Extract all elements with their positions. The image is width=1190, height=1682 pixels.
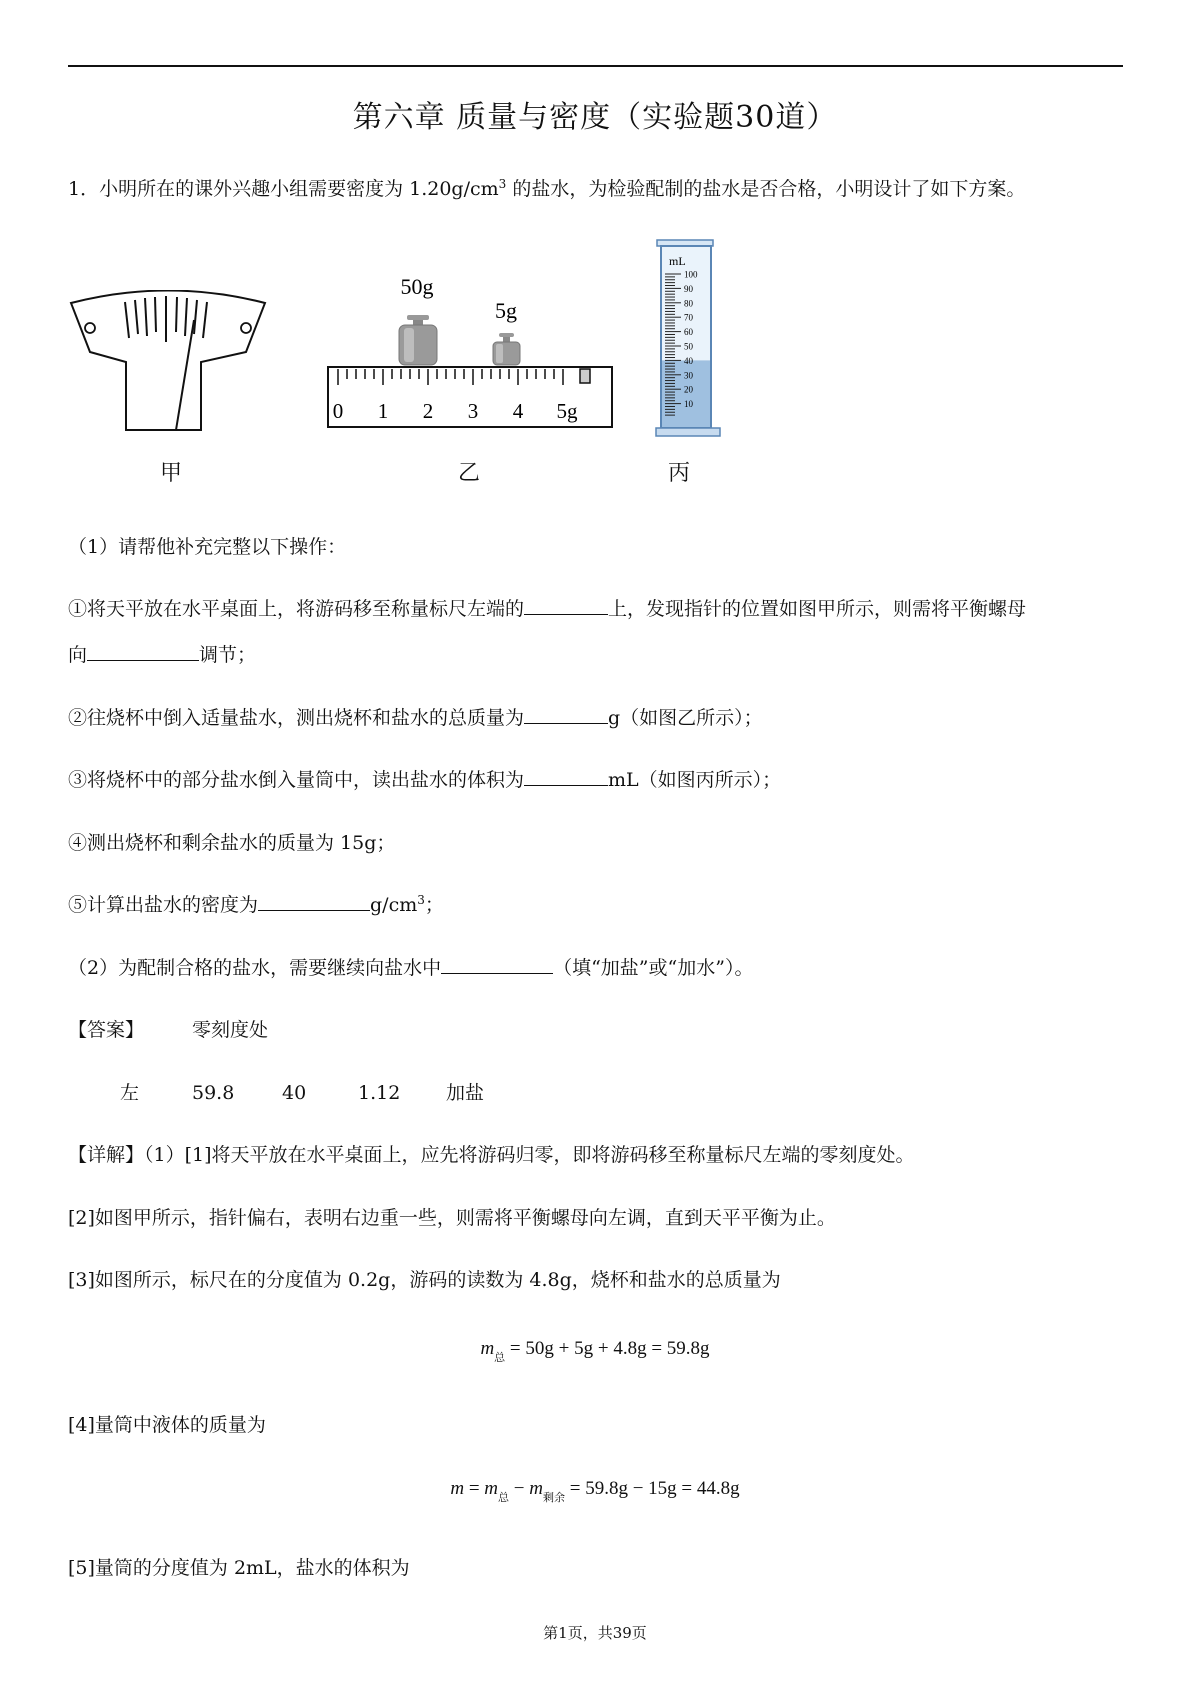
detail-5: [5]量筒的分度值为 2mL，盐水的体积为	[68, 1557, 410, 1579]
answer-4: 40	[282, 1082, 307, 1104]
cylinder-mark-label: 20	[684, 384, 693, 395]
answer-6: 加盐	[446, 1082, 485, 1104]
cylinder-mark-label: 100	[684, 269, 698, 280]
part2: （2）为配制合格的盐水，需要继续向盐水中 （填“加盐”或“加水”）。	[68, 957, 754, 979]
rider-icon	[580, 369, 590, 383]
page-footer: 第1页，共39页	[543, 1624, 647, 1642]
scale-tick-label: 4	[512, 399, 524, 423]
part1-intro: （1）请帮他补充完整以下操作：	[68, 536, 347, 558]
figure-yi-label: 乙	[458, 461, 481, 486]
detail-2: [2]如图甲所示，指针偏右，表明右边重一些，则需将平衡螺母向左调，直到天平平衡为止。	[68, 1207, 836, 1229]
answer-2: 左	[120, 1082, 140, 1104]
scale-tick-label: 3	[467, 399, 479, 423]
step-3: ③将烧杯中的部分盐水倒入量筒中，读出盐水的体积为 mL（如图丙所示）；	[68, 769, 782, 791]
cylinder-mark-label: 90	[684, 283, 693, 294]
step-4: ④测出烧杯和剩余盐水的质量为 15g；	[68, 832, 396, 854]
cylinder-mark-label: 60	[684, 327, 693, 338]
weight-50g-icon	[399, 315, 437, 365]
scale-tick-label: 5g	[556, 399, 578, 423]
step-1-line-1: ①将天平放在水平桌面上，将游码移至称量标尺左端的 上，发现指针的位置如图甲所示，则需将平衡螺母	[68, 598, 1027, 620]
cylinder-mark-label: 70	[684, 312, 693, 323]
cylinder-mark-label: 10	[684, 399, 693, 410]
formula-total-mass: $m_总 = 50g + 5g + 4.8g = 59.8g$	[480, 1338, 710, 1364]
cylinder-mark-label: 50	[684, 341, 693, 352]
figure-jia-balance-pointer	[68, 290, 273, 435]
detail-3: [3]如图所示，标尺在的分度值为 0.2g，游码的读数为 4.8g，烧杯和盐水的总质量为	[68, 1269, 781, 1291]
cylinder-mark-label: 80	[684, 298, 693, 309]
answer-1: 零刻度处	[192, 1019, 269, 1041]
cylinder-mark-label: 30	[684, 370, 693, 381]
answer-5: 1.12	[358, 1082, 401, 1104]
weight-5g-icon	[493, 333, 520, 365]
detail-1: 【详解】（1）[1]将天平放在水平桌面上，应先将游码归零，即将游码移至称量标尺左端的零刻度处。	[68, 1144, 915, 1166]
figure-yi-scale-and-weights	[320, 270, 620, 435]
answer-line-1	[68, 1015, 268, 1042]
step-2: ②往烧杯中倒入适量盐水，测出烧杯和盐水的总质量为 g（如图乙所示）；	[68, 707, 763, 729]
cylinder-mark-label: 40	[684, 355, 693, 366]
answer-blank[interactable]	[441, 955, 553, 974]
scale-tick-label: 2	[422, 399, 434, 423]
figure-bing-measuring-cylinder	[655, 238, 730, 443]
answer-blank[interactable]	[524, 596, 608, 615]
weight-50g-label: 50g	[400, 274, 434, 299]
question-1-stem: 1．小明所在的课外兴趣小组需要密度为 $1.20g/cm^3$ 的盐水，为检验配制的盐水是否合格，小明设计了如下方案。	[68, 177, 1026, 200]
header-rule	[68, 65, 1123, 67]
answer-blank[interactable]	[87, 642, 199, 661]
figure-jia-label: 甲	[160, 461, 183, 486]
step-1-line-2: 向 调节；	[68, 644, 257, 666]
scale-tick-label: 0	[332, 399, 344, 423]
answer-blank[interactable]	[258, 892, 370, 911]
answer-line-2	[120, 1078, 484, 1105]
answer-blank[interactable]	[524, 767, 608, 786]
answer-blank[interactable]	[524, 705, 608, 724]
answer-3: 59.8	[192, 1082, 235, 1104]
detail-4: [4]量筒中液体的质量为	[68, 1414, 266, 1436]
answer-tag: 【答案】	[68, 1019, 145, 1041]
weight-5g-label: 5g	[495, 298, 517, 323]
detail-tag: 【详解】	[68, 1144, 145, 1166]
step-5: ⑤计算出盐水的密度为 $g/cm^3$；	[68, 893, 444, 916]
figure-bing-label: 丙	[668, 461, 691, 486]
page-title: 第六章 质量与密度（实验题30道）	[352, 100, 838, 135]
cylinder-unit-label: mL	[669, 254, 686, 268]
scale-tick-label: 1	[377, 399, 389, 423]
formula-liquid-mass: $m = m_总 - m_{剩余} = 59.8g - 15g = 44.8g$	[450, 1478, 740, 1504]
